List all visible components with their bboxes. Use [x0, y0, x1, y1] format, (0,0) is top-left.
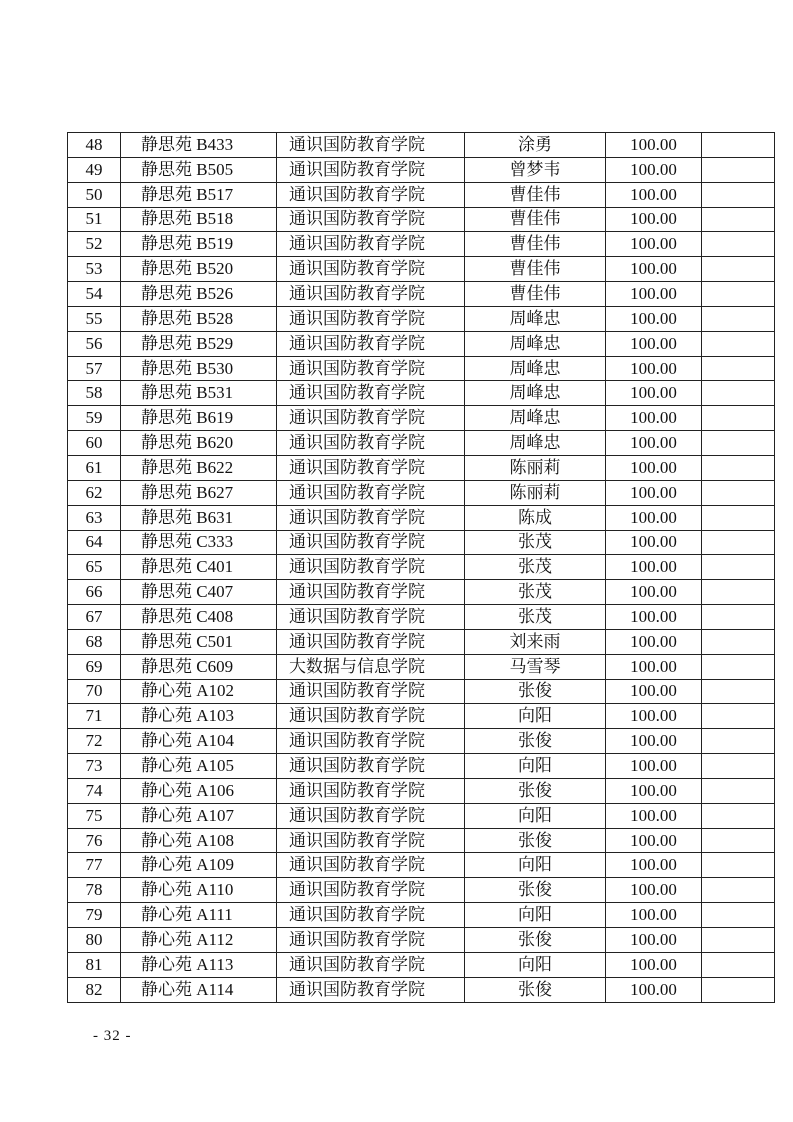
room-cell: 静思苑 B433 [121, 133, 277, 158]
table-row [68, 505, 775, 530]
row-number-cell: 68 [68, 629, 121, 654]
row-number-cell: 61 [68, 455, 121, 480]
name-cell: 陈丽莉 [465, 480, 606, 505]
name-cell: 张俊 [465, 928, 606, 953]
row-number-cell: 75 [68, 803, 121, 828]
score-cell: 100.00 [606, 480, 702, 505]
table-row [68, 331, 775, 356]
college-cell: 通识国防教育学院 [277, 306, 465, 331]
table-row [68, 803, 775, 828]
room-cell: 静心苑 A104 [121, 729, 277, 754]
college-cell: 通识国防教育学院 [277, 133, 465, 158]
name-cell: 张茂 [465, 580, 606, 605]
room-cell: 静思苑 B619 [121, 406, 277, 431]
remark-cell [702, 182, 775, 207]
table-row [68, 778, 775, 803]
name-cell: 向阳 [465, 803, 606, 828]
score-cell: 100.00 [606, 803, 702, 828]
score-cell: 100.00 [606, 679, 702, 704]
score-cell: 100.00 [606, 381, 702, 406]
name-cell: 陈丽莉 [465, 455, 606, 480]
name-cell: 向阳 [465, 704, 606, 729]
college-cell: 通识国防教育学院 [277, 605, 465, 630]
remark-cell [702, 207, 775, 232]
table-row [68, 903, 775, 928]
room-cell: 静心苑 A113 [121, 952, 277, 977]
score-cell: 100.00 [606, 207, 702, 232]
college-cell: 通识国防教育学院 [277, 903, 465, 928]
name-cell: 刘来雨 [465, 629, 606, 654]
remark-cell [702, 928, 775, 953]
room-cell: 静心苑 A110 [121, 878, 277, 903]
room-cell: 静思苑 B627 [121, 480, 277, 505]
score-cell: 100.00 [606, 580, 702, 605]
college-cell: 通识国防教育学院 [277, 331, 465, 356]
table-row [68, 828, 775, 853]
table-row [68, 480, 775, 505]
room-cell: 静思苑 B526 [121, 282, 277, 307]
name-cell: 向阳 [465, 853, 606, 878]
score-cell: 100.00 [606, 431, 702, 456]
table-row [68, 878, 775, 903]
room-cell: 静思苑 C408 [121, 605, 277, 630]
room-cell: 静思苑 B631 [121, 505, 277, 530]
college-cell: 通识国防教育学院 [277, 505, 465, 530]
remark-cell [702, 555, 775, 580]
score-cell: 100.00 [606, 232, 702, 257]
table-row [68, 754, 775, 779]
table-row [68, 530, 775, 555]
table-row [68, 282, 775, 307]
name-cell: 张俊 [465, 729, 606, 754]
college-cell: 通识国防教育学院 [277, 679, 465, 704]
name-cell: 周峰忠 [465, 406, 606, 431]
table-body [68, 133, 775, 1003]
college-cell: 通识国防教育学院 [277, 431, 465, 456]
row-number-cell: 77 [68, 853, 121, 878]
name-cell: 涂勇 [465, 133, 606, 158]
table-row [68, 157, 775, 182]
row-number-cell: 79 [68, 903, 121, 928]
row-number-cell: 82 [68, 977, 121, 1002]
remark-cell [702, 828, 775, 853]
college-cell: 通识国防教育学院 [277, 803, 465, 828]
row-number-cell: 56 [68, 331, 121, 356]
table-row [68, 232, 775, 257]
college-cell: 通识国防教育学院 [277, 729, 465, 754]
name-cell: 曹佳伟 [465, 182, 606, 207]
room-cell: 静心苑 A102 [121, 679, 277, 704]
room-cell: 静心苑 A107 [121, 803, 277, 828]
row-number-cell: 57 [68, 356, 121, 381]
score-cell: 100.00 [606, 754, 702, 779]
remark-cell [702, 778, 775, 803]
remark-cell [702, 803, 775, 828]
table-row [68, 977, 775, 1002]
room-cell: 静心苑 A105 [121, 754, 277, 779]
name-cell: 周峰忠 [465, 306, 606, 331]
remark-cell [702, 505, 775, 530]
college-cell: 通识国防教育学院 [277, 480, 465, 505]
score-cell: 100.00 [606, 878, 702, 903]
table-row [68, 704, 775, 729]
remark-cell [702, 977, 775, 1002]
score-cell: 100.00 [606, 853, 702, 878]
remark-cell [702, 952, 775, 977]
table-row [68, 928, 775, 953]
college-cell: 通识国防教育学院 [277, 928, 465, 953]
score-cell: 100.00 [606, 729, 702, 754]
remark-cell [702, 853, 775, 878]
college-cell: 通识国防教育学院 [277, 207, 465, 232]
row-number-cell: 62 [68, 480, 121, 505]
college-cell: 通识国防教育学院 [277, 530, 465, 555]
table-row [68, 605, 775, 630]
row-number-cell: 59 [68, 406, 121, 431]
college-cell: 通识国防教育学院 [277, 157, 465, 182]
table-row [68, 629, 775, 654]
score-cell: 100.00 [606, 455, 702, 480]
row-number-cell: 72 [68, 729, 121, 754]
row-number-cell: 67 [68, 605, 121, 630]
table-row [68, 182, 775, 207]
college-cell: 通识国防教育学院 [277, 754, 465, 779]
name-cell: 张俊 [465, 878, 606, 903]
college-cell: 通识国防教育学院 [277, 778, 465, 803]
remark-cell [702, 331, 775, 356]
score-cell: 100.00 [606, 331, 702, 356]
room-cell: 静思苑 C501 [121, 629, 277, 654]
score-cell: 100.00 [606, 257, 702, 282]
score-cell: 100.00 [606, 182, 702, 207]
row-number-cell: 48 [68, 133, 121, 158]
name-cell: 曹佳伟 [465, 232, 606, 257]
row-number-cell: 51 [68, 207, 121, 232]
remark-cell [702, 530, 775, 555]
room-cell: 静思苑 B505 [121, 157, 277, 182]
table-row [68, 679, 775, 704]
room-cell: 静心苑 A112 [121, 928, 277, 953]
table-row [68, 555, 775, 580]
table-row [68, 455, 775, 480]
table-row [68, 952, 775, 977]
name-cell: 张茂 [465, 605, 606, 630]
name-cell: 张俊 [465, 778, 606, 803]
college-cell: 通识国防教育学院 [277, 381, 465, 406]
remark-cell [702, 431, 775, 456]
remark-cell [702, 654, 775, 679]
score-cell: 100.00 [606, 282, 702, 307]
score-cell: 100.00 [606, 928, 702, 953]
remark-cell [702, 356, 775, 381]
table-row [68, 654, 775, 679]
row-number-cell: 53 [68, 257, 121, 282]
score-cell: 100.00 [606, 654, 702, 679]
table-row [68, 580, 775, 605]
college-cell: 通识国防教育学院 [277, 555, 465, 580]
score-cell: 100.00 [606, 629, 702, 654]
name-cell: 马雪琴 [465, 654, 606, 679]
remark-cell [702, 133, 775, 158]
row-number-cell: 65 [68, 555, 121, 580]
row-number-cell: 58 [68, 381, 121, 406]
college-cell: 通识国防教育学院 [277, 282, 465, 307]
name-cell: 向阳 [465, 952, 606, 977]
room-cell: 静思苑 B520 [121, 257, 277, 282]
college-cell: 通识国防教育学院 [277, 977, 465, 1002]
table-row [68, 306, 775, 331]
row-number-cell: 80 [68, 928, 121, 953]
room-cell: 静思苑 B622 [121, 455, 277, 480]
name-cell: 张茂 [465, 555, 606, 580]
row-number-cell: 64 [68, 530, 121, 555]
room-cell: 静思苑 B531 [121, 381, 277, 406]
score-cell: 100.00 [606, 356, 702, 381]
room-cell: 静思苑 C407 [121, 580, 277, 605]
score-cell: 100.00 [606, 605, 702, 630]
row-number-cell: 69 [68, 654, 121, 679]
row-number-cell: 63 [68, 505, 121, 530]
college-cell: 通识国防教育学院 [277, 257, 465, 282]
row-number-cell: 74 [68, 778, 121, 803]
remark-cell [702, 480, 775, 505]
college-cell: 通识国防教育学院 [277, 952, 465, 977]
name-cell: 曹佳伟 [465, 257, 606, 282]
room-cell: 静思苑 B529 [121, 331, 277, 356]
college-cell: 大数据与信息学院 [277, 654, 465, 679]
row-number-cell: 66 [68, 580, 121, 605]
remark-cell [702, 232, 775, 257]
college-cell: 通识国防教育学院 [277, 828, 465, 853]
college-cell: 通识国防教育学院 [277, 704, 465, 729]
remark-cell [702, 729, 775, 754]
score-cell: 100.00 [606, 306, 702, 331]
college-cell: 通识国防教育学院 [277, 580, 465, 605]
remark-cell [702, 157, 775, 182]
name-cell: 周峰忠 [465, 356, 606, 381]
row-number-cell: 54 [68, 282, 121, 307]
room-cell: 静思苑 B528 [121, 306, 277, 331]
score-cell: 100.00 [606, 903, 702, 928]
row-number-cell: 55 [68, 306, 121, 331]
score-cell: 100.00 [606, 530, 702, 555]
college-cell: 通识国防教育学院 [277, 232, 465, 257]
room-cell: 静心苑 A103 [121, 704, 277, 729]
page-number: - 32 - [93, 1028, 132, 1044]
remark-cell [702, 605, 775, 630]
room-cell: 静心苑 A109 [121, 853, 277, 878]
room-cell: 静思苑 B620 [121, 431, 277, 456]
row-number-cell: 70 [68, 679, 121, 704]
name-cell: 向阳 [465, 903, 606, 928]
remark-cell [702, 629, 775, 654]
score-cell: 100.00 [606, 555, 702, 580]
score-cell: 100.00 [606, 977, 702, 1002]
score-cell: 100.00 [606, 952, 702, 977]
row-number-cell: 81 [68, 952, 121, 977]
name-cell: 陈成 [465, 505, 606, 530]
remark-cell [702, 282, 775, 307]
row-number-cell: 50 [68, 182, 121, 207]
score-cell: 100.00 [606, 406, 702, 431]
table-row [68, 356, 775, 381]
row-number-cell: 49 [68, 157, 121, 182]
name-cell: 周峰忠 [465, 431, 606, 456]
name-cell: 曾梦韦 [465, 157, 606, 182]
room-cell: 静思苑 C333 [121, 530, 277, 555]
row-number-cell: 60 [68, 431, 121, 456]
row-number-cell: 78 [68, 878, 121, 903]
table-row [68, 406, 775, 431]
remark-cell [702, 306, 775, 331]
name-cell: 曹佳伟 [465, 282, 606, 307]
room-cell: 静思苑 C609 [121, 654, 277, 679]
room-cell: 静心苑 A106 [121, 778, 277, 803]
row-number-cell: 71 [68, 704, 121, 729]
remark-cell [702, 580, 775, 605]
table-row [68, 257, 775, 282]
name-cell: 张俊 [465, 679, 606, 704]
score-cell: 100.00 [606, 828, 702, 853]
room-cell: 静思苑 B530 [121, 356, 277, 381]
room-cell: 静心苑 A114 [121, 977, 277, 1002]
name-cell: 向阳 [465, 754, 606, 779]
remark-cell [702, 704, 775, 729]
room-cell: 静心苑 A108 [121, 828, 277, 853]
score-cell: 100.00 [606, 505, 702, 530]
score-cell: 100.00 [606, 778, 702, 803]
remark-cell [702, 903, 775, 928]
name-cell: 张俊 [465, 977, 606, 1002]
remark-cell [702, 679, 775, 704]
name-cell: 曹佳伟 [465, 207, 606, 232]
name-cell: 张俊 [465, 828, 606, 853]
table-row [68, 853, 775, 878]
room-cell: 静思苑 B517 [121, 182, 277, 207]
table-row [68, 431, 775, 456]
remark-cell [702, 381, 775, 406]
name-cell: 周峰忠 [465, 381, 606, 406]
table-row [68, 207, 775, 232]
remark-cell [702, 257, 775, 282]
room-cell: 静思苑 B519 [121, 232, 277, 257]
college-cell: 通识国防教育学院 [277, 356, 465, 381]
college-cell: 通识国防教育学院 [277, 853, 465, 878]
remark-cell [702, 754, 775, 779]
remark-cell [702, 878, 775, 903]
room-cell: 静心苑 A111 [121, 903, 277, 928]
name-cell: 张茂 [465, 530, 606, 555]
row-number-cell: 73 [68, 754, 121, 779]
score-cell: 100.00 [606, 157, 702, 182]
college-cell: 通识国防教育学院 [277, 182, 465, 207]
name-cell: 周峰忠 [465, 331, 606, 356]
college-cell: 通识国防教育学院 [277, 878, 465, 903]
score-cell: 100.00 [606, 133, 702, 158]
table-row [68, 381, 775, 406]
row-number-cell: 76 [68, 828, 121, 853]
college-cell: 通识国防教育学院 [277, 406, 465, 431]
room-cell: 静思苑 C401 [121, 555, 277, 580]
dormitory-score-table [67, 132, 775, 1003]
remark-cell [702, 406, 775, 431]
table-row [68, 133, 775, 158]
college-cell: 通识国防教育学院 [277, 455, 465, 480]
college-cell: 通识国防教育学院 [277, 629, 465, 654]
score-cell: 100.00 [606, 704, 702, 729]
room-cell: 静思苑 B518 [121, 207, 277, 232]
row-number-cell: 52 [68, 232, 121, 257]
remark-cell [702, 455, 775, 480]
table-row [68, 729, 775, 754]
